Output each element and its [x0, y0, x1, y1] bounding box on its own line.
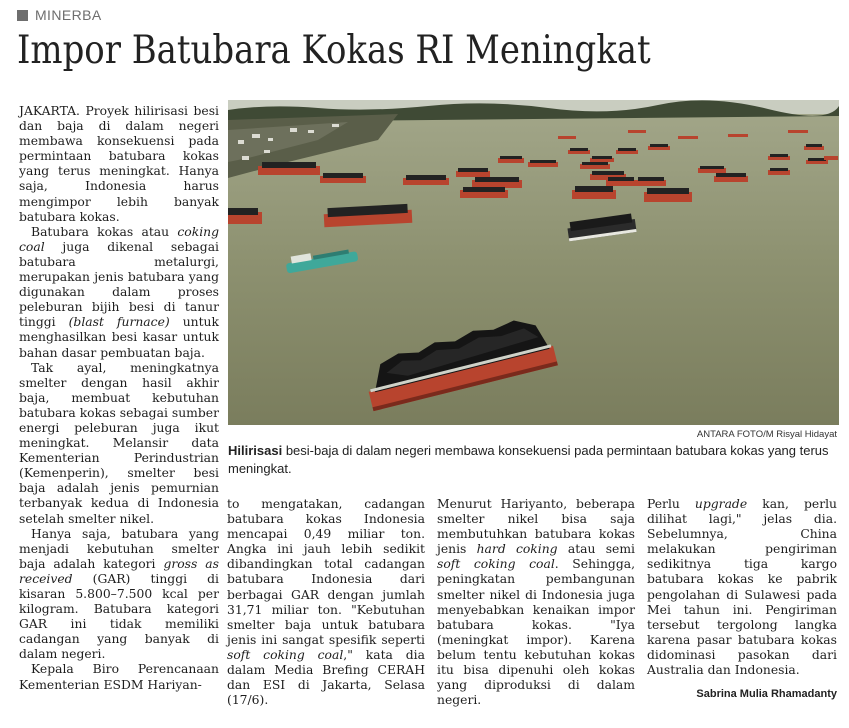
article-paragraph: Kepala Biro Perencanaan Kementerian ESDM Hariyan-	[19, 662, 219, 692]
byline: Sabrina Mulia Rhamadanty	[696, 688, 837, 700]
photo-caption	[228, 442, 832, 478]
article-column-3	[437, 497, 635, 708]
barges-on-river-photo	[228, 100, 839, 425]
article-paragraph: JAKARTA. Proyek hilirisasi besi dan baja di dalam negeri membawa konsekuensi pada permintaan batubara kokas yang terus meningkat. Hanya saja, Indonesia harus mengimpor lebih banyak batubara kokas.	[19, 104, 219, 224]
article-column-1	[19, 104, 219, 693]
article-paragraph: Hanya saja, batubara yang menjadi kebutuhan smelter baja adalah kategori gross as received (GAR) tinggi di kisaran 5.800–7.500 kcal per kilogram. Batubara kategori GAR ini tidak memiliki cadangan yang banyak di dalam negeri.	[19, 526, 219, 662]
article-column-4	[647, 497, 837, 678]
rubric	[17, 5, 102, 25]
caption-lead: Hilirisasi	[228, 443, 283, 458]
article-paragraph: Batubara kokas atau coking coal juga dikenal sebagai batubara metalurgi, merupakan jenis batubara yang digunakan dalam proses peleburan bijih besi di tanur tinggi (blast furnace) untuk menghasilkan besi kasar untuk bahan dasar pembuatan baja.	[19, 224, 219, 360]
rubric-square-icon	[17, 10, 28, 21]
rubric-label: MINERBA	[35, 7, 102, 23]
article-paragraph: to mengatakan, cadangan batubara kokas Indonesia mencapai 0,49 miliar ton. Angka ini jauh lebih sedikit dibandingkan total cadangan batubara Indonesia dari berbagai GAR dengan jumlah 31,71 miliar ton. "Kebutuhan smelter baja untuk batubara jenis ini sangat spesifik seperti soft coking coal," kata dia dalam Media Brefing CERAH dan ESI di Jakarta, Selasa (17/6).	[227, 497, 425, 708]
article-paragraph: Tak ayal, meningkatnya smelter dengan hasil akhir baja, membuat kebutuhan batubara kokas sebagai sumber energi peleburan juga ikut meningkat. Melansir data Kementerian Perindustrian (Kemenperin), smelter besi baja adalah jenis pemurnian terbanyak kedua di Indonesia setelah smelter nikel.	[19, 360, 219, 526]
headline: Impor Batubara Kokas RI Meningkat	[17, 28, 651, 73]
article-column-2	[227, 497, 425, 708]
article-paragraph: Perlu upgrade kan, perlu dilihat lagi," jelas dia. Sebelumnya, China melakukan pengiriman sedikitnya tiga kargo batubara kokas ke pabrik pengolahan di Sulawesi pada Mei tahun ini. Pengiriman tersebut tergolong langka karena pasar batubara kokas didominasi pasokan dari Australia dan Indonesia.	[647, 497, 837, 678]
caption-text: besi-baja di dalam negeri membawa konsekuensi pada permintaan batubara kokas yang terus meningkat.	[228, 443, 829, 476]
photo-credit: ANTARA FOTO/M Risyal Hidayat	[696, 429, 837, 440]
article-paragraph: Menurut Hariyanto, beberapa smelter nikel bisa saja membutuhkan batubara kokas jenis hard coking atau semi soft coking coal. Sehingga, peningkatan pembangunan smelter nikel di Indonesia juga menyebabkan kenaikan impor batubara kokas. "Iya (meningkat impor). Karena belum tentu kebutuhan kokas itu bisa dipenuhi oleh kokas yang diproduksi di dalam negeri.	[437, 497, 636, 708]
news-photo	[228, 100, 839, 425]
